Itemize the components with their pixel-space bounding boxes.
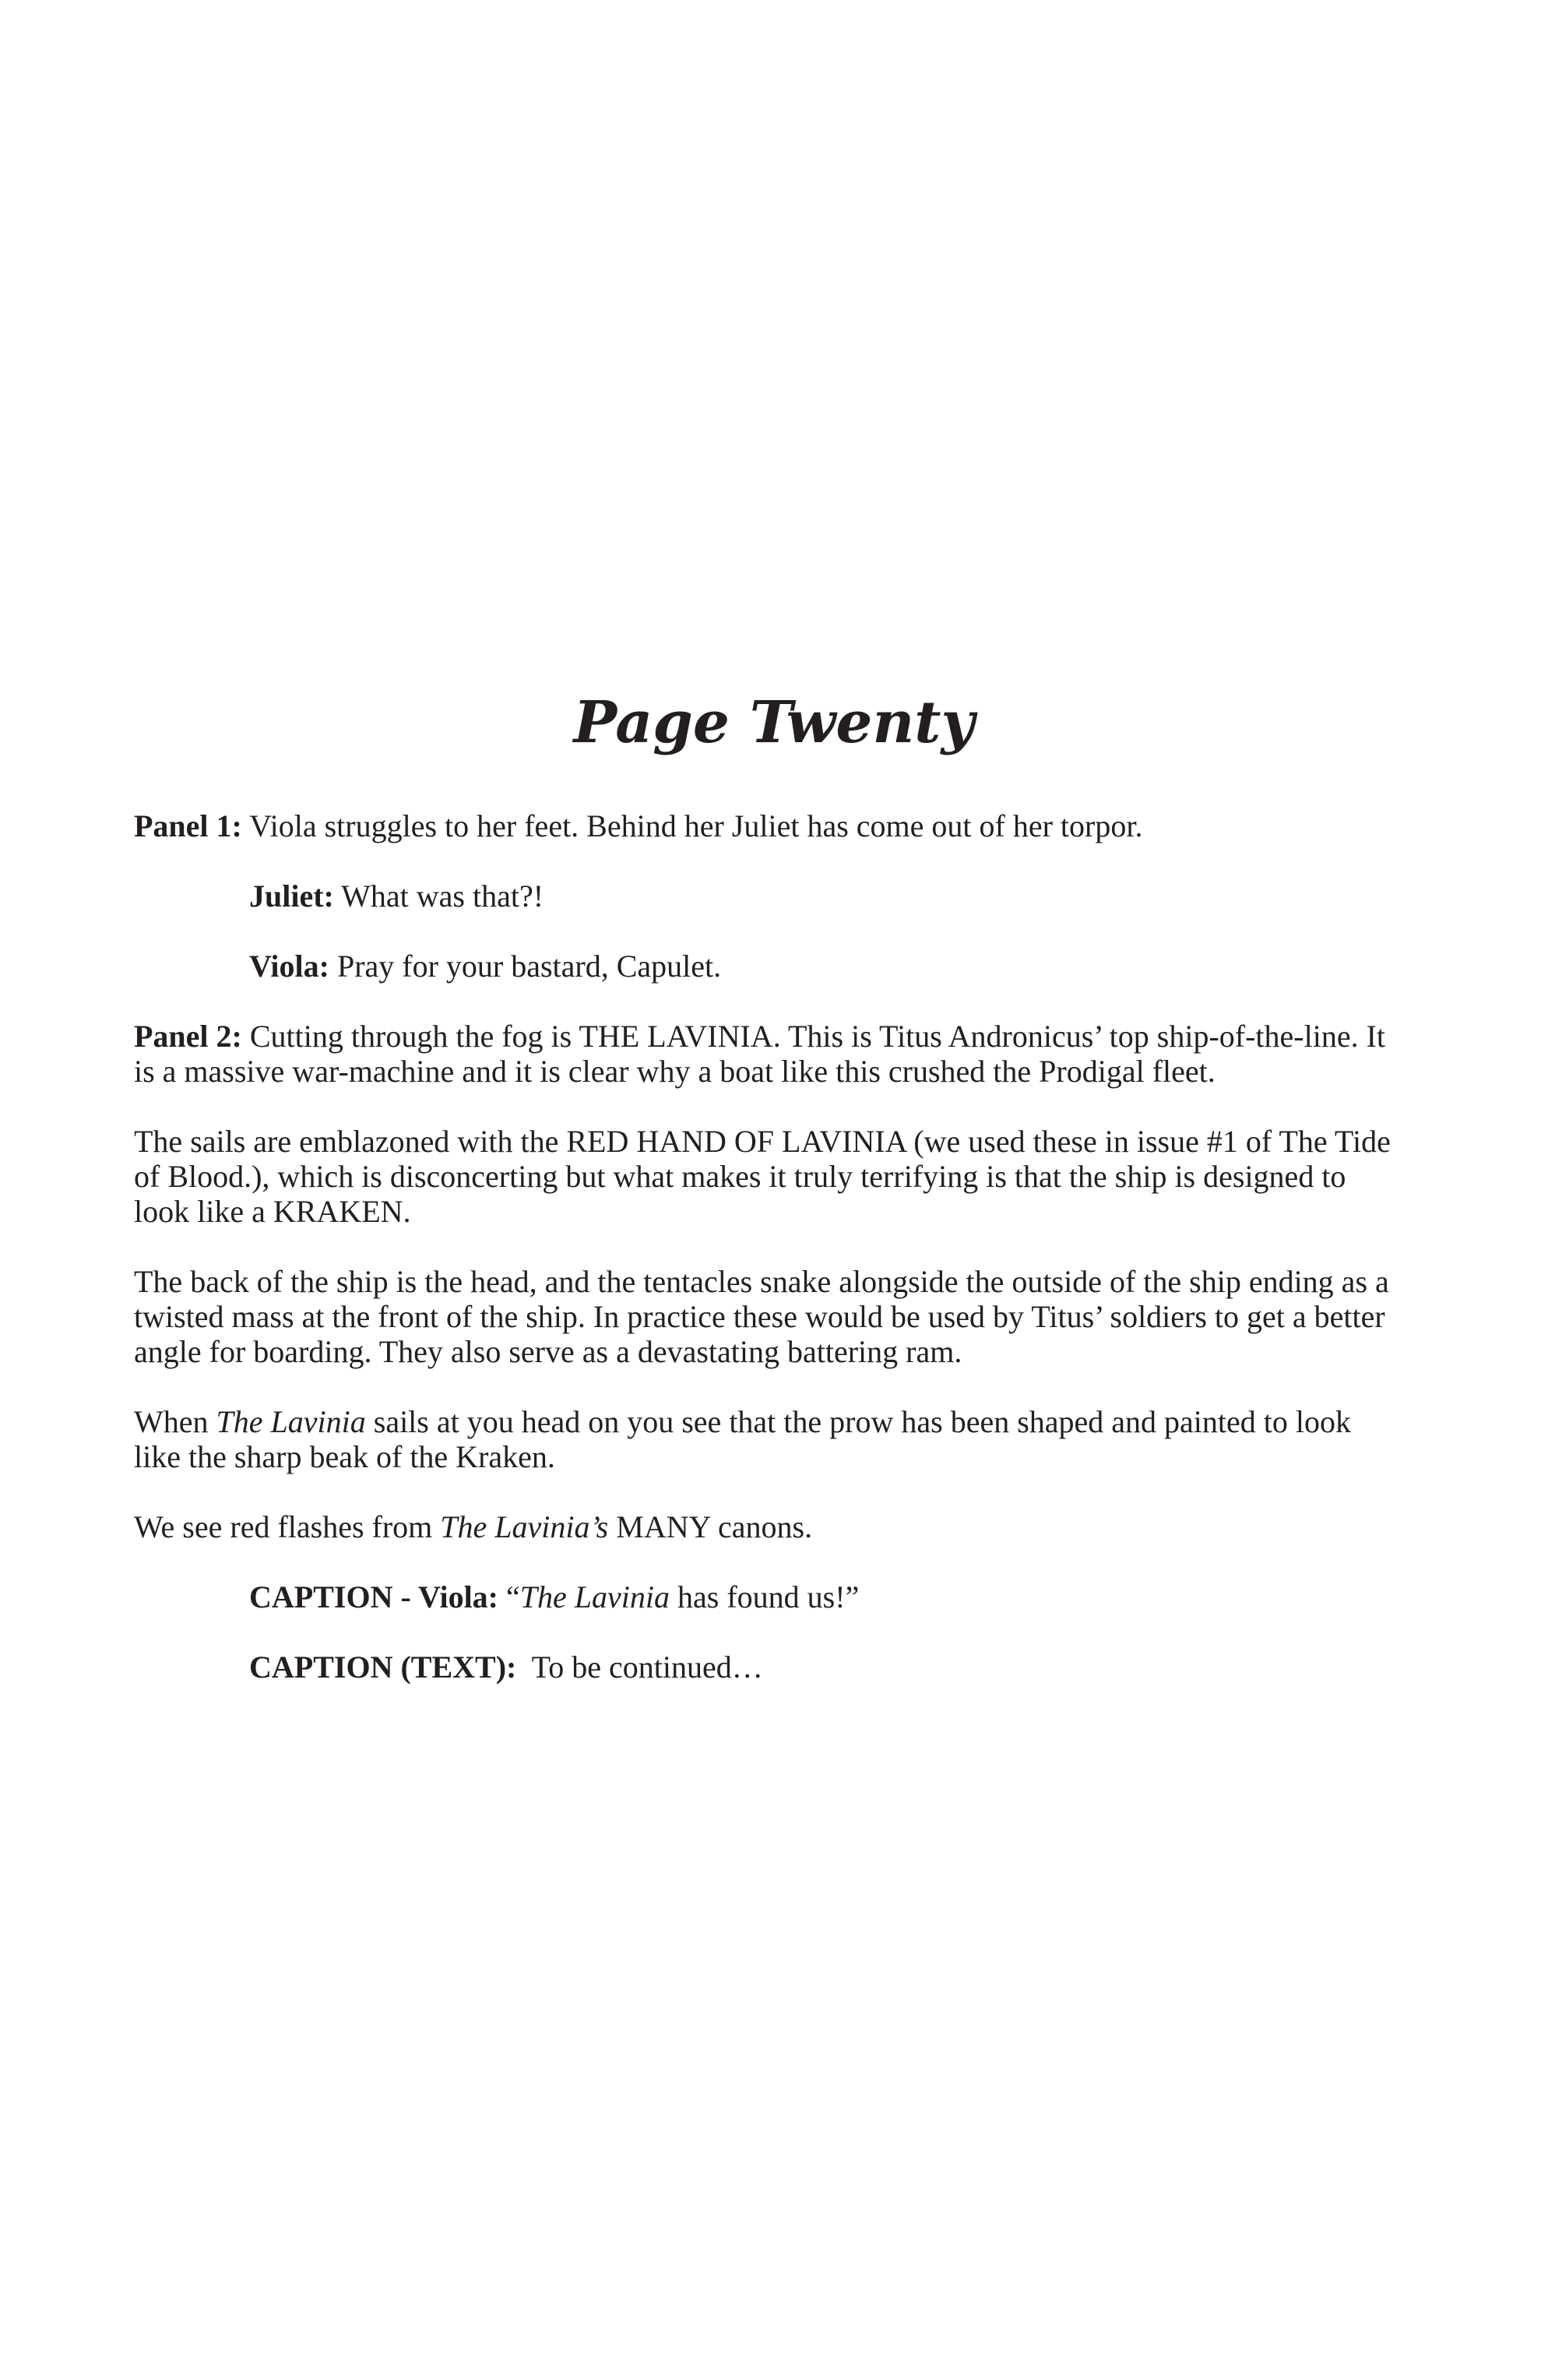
- dialogue-juliet: [134, 878, 1392, 914]
- panel-1-text: Viola struggles to her feet. Behind her Juliet has come out of her torpor.: [241, 808, 1143, 843]
- flashes-text-after: MANY canons.: [608, 1509, 813, 1544]
- paragraph-ship-back: The back of the ship is the head, and the tentacles snake alongside the outside of the ship ending as a twisted mass at the front of the ship. In practice these would be used by Titus’ soldiers to get a better angle for boarding. They also serve as a devastating battering ram.: [134, 1264, 1389, 1369]
- paragraph-prow: [134, 1404, 1392, 1474]
- script-body: [134, 808, 1392, 1720]
- dialogue-viola: [134, 949, 1392, 984]
- caption-open-quote: “: [498, 1579, 520, 1614]
- caption-text: [134, 1649, 1392, 1685]
- caption-viola-text: has found us!”: [670, 1579, 860, 1614]
- speaker-juliet: Juliet:: [249, 878, 334, 914]
- panel-2-label: Panel 2:: [134, 1019, 242, 1054]
- panel-1-label: Panel 1:: [134, 808, 242, 843]
- prow-text-before: When: [134, 1404, 216, 1439]
- ship-name-italic: The Lavinia: [519, 1579, 670, 1614]
- caption-viola-label: CAPTION - Viola:: [249, 1579, 498, 1614]
- caption-text-label: CAPTION (TEXT):: [249, 1649, 517, 1685]
- page-title: Page Twenty: [573, 689, 975, 756]
- caption-viola: [134, 1579, 1392, 1614]
- panel-1-description: [134, 808, 1392, 843]
- paragraph-flashes: [134, 1509, 1392, 1544]
- flashes-text-before: We see red flashes from: [134, 1509, 441, 1544]
- ship-name-italic: The Lavinia’s: [440, 1509, 609, 1544]
- dialogue-viola-text: Pray for your bastard, Capulet.: [329, 949, 722, 984]
- panel-2-description: [134, 1019, 1392, 1089]
- panel-2-text: Cutting through the fog is THE LAVINIA. This is Titus Andronicus’ top ship-of-the-line. It is a massive war-machine and it is clear why a boat like this crushed the Prodigal fleet.: [134, 1019, 1385, 1089]
- to-be-continued: To be continued…: [516, 1649, 763, 1685]
- dialogue-juliet-text: What was that?!: [333, 878, 544, 914]
- paragraph-sails: The sails are emblazoned with the RED HAND OF LAVINIA (we used these in issue #1 of The Tide of Blood.), which is disconcerting but what makes it truly terrifying is that the ship is designed to look like a KRAKEN.: [134, 1124, 1391, 1229]
- speaker-viola: Viola:: [249, 949, 329, 984]
- ship-name-italic: The Lavinia: [216, 1404, 366, 1439]
- prow-text-after: sails at you head on you see that the prow has been shaped and painted to look like the sharp beak of the Kraken.: [134, 1404, 1351, 1474]
